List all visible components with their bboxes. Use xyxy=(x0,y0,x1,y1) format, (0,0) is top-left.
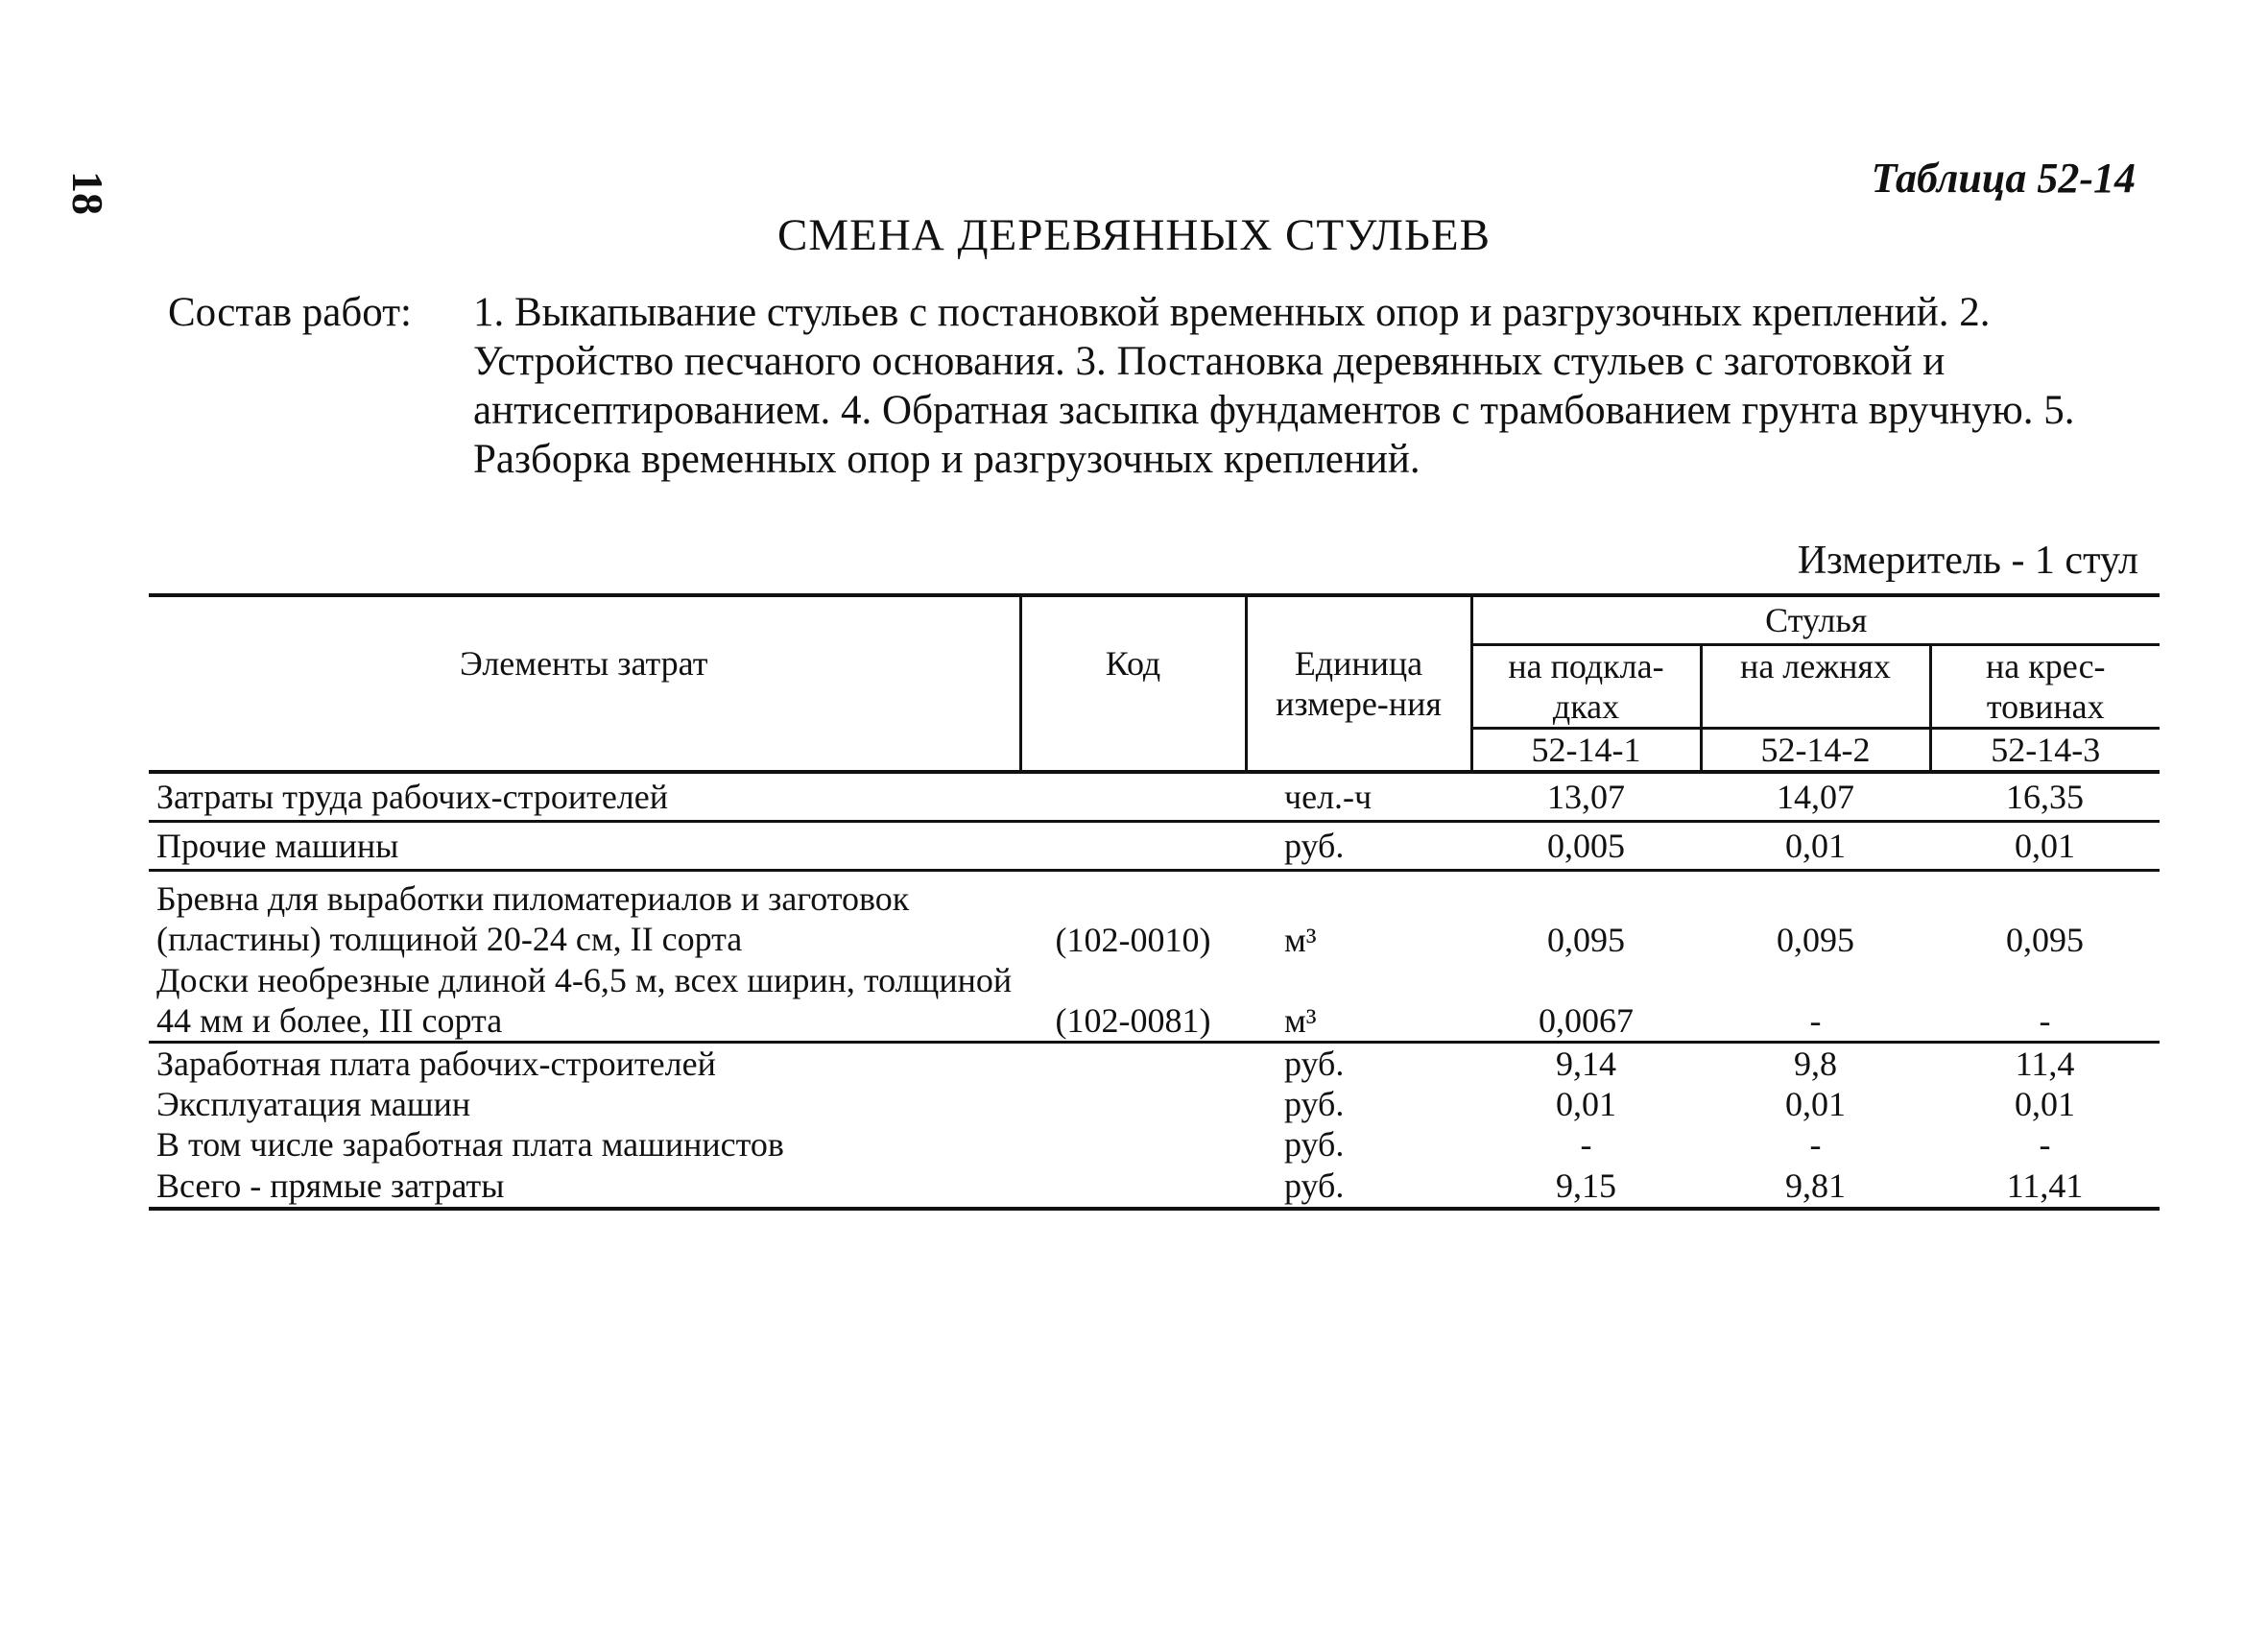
row-value-3: 11,4 xyxy=(2015,1045,2075,1083)
table-label: Таблица 52-14 xyxy=(1871,155,2136,202)
row-value-2: - xyxy=(1701,960,1930,1043)
row-unit: руб. xyxy=(1284,1045,1345,1083)
header-code-1: 52-14-1 xyxy=(1471,729,1701,773)
header-unit: Единица измере-ния xyxy=(1246,595,1471,772)
row-name: Заработная плата рабочих-строителей xyxy=(156,1045,716,1083)
row-value-1: - xyxy=(1580,1125,1592,1164)
header-col-3: на крес-товинах xyxy=(1930,645,2160,729)
table-row xyxy=(149,822,2160,871)
row-unit: руб. xyxy=(1284,1085,1345,1123)
table-row xyxy=(149,1165,2160,1209)
table-row xyxy=(149,1084,2160,1124)
row-value-3: 0,01 xyxy=(2015,1085,2075,1123)
table-row xyxy=(149,1124,2160,1165)
row-name: Бревна для выработки пиломатериалов и заготовок (пластины) толщиной 20-24 см, II сорта xyxy=(156,879,910,958)
row-code xyxy=(1020,1043,1246,1085)
row-value-2: 9,81 xyxy=(1701,1165,1930,1209)
row-value-3: - xyxy=(1930,960,2160,1043)
row-value-1: 0,095 xyxy=(1547,921,1625,959)
row-name: Затраты труда рабочих-строителей xyxy=(149,772,1020,822)
row-value-3: - xyxy=(2039,1125,2051,1164)
work-text: 1. Выкапывание стульев с постановкой временных опор и разгрузочных креплений. 2. Устройство песчаного основания. 3. Постановка деревянных стульев с заготовкой и антисептированием. 4. Обратная засыпка фундаментов с трамбованием грунта вручную. 5. Разборка временных опор и разгрузочных креплений. xyxy=(473,290,2075,482)
row-name: Эксплуатация машин xyxy=(156,1085,471,1123)
row-name: Всего - прямые затраты xyxy=(149,1165,1020,1209)
row-value-2: 14,07 xyxy=(1701,772,1930,822)
header-group: Стулья xyxy=(1471,595,2160,645)
row-code: (102-0081) xyxy=(1020,960,1246,1043)
row-name: В том числе заработная плата машинистов xyxy=(156,1125,784,1164)
row-code xyxy=(1020,1124,1246,1165)
table-row xyxy=(149,772,2160,822)
row-value-3: 11,41 xyxy=(1930,1165,2160,1209)
header-code-2: 52-14-2 xyxy=(1701,729,1930,773)
header-code-3: 52-14-3 xyxy=(1930,729,2160,773)
header-col-2: на лежнях xyxy=(1701,645,1930,729)
row-unit: руб. xyxy=(1246,822,1471,871)
row-code xyxy=(1020,1084,1246,1124)
row-unit: руб. xyxy=(1284,1125,1345,1164)
header-elements: Элементы затрат xyxy=(149,595,1020,772)
table-row xyxy=(149,960,2160,1043)
work-label: Состав работ: xyxy=(168,290,412,335)
row-value-3: 0,01 xyxy=(1930,822,2160,871)
header-col-1: на подкла-дках xyxy=(1471,645,1701,729)
work-composition xyxy=(168,288,2136,484)
table-row xyxy=(149,871,2160,961)
document-title: СМЕНА ДЕРЕВЯННЫХ СТУЛЬЕВ xyxy=(777,210,1491,260)
row-value-2: 0,01 xyxy=(1701,822,1930,871)
measure-unit: Измеритель - 1 стул xyxy=(1797,539,2138,583)
row-value-1: 13,07 xyxy=(1471,772,1701,822)
row-name: Прочие машины xyxy=(149,822,1020,871)
row-value-2: 0,01 xyxy=(1785,1085,1846,1123)
row-value-3: 16,35 xyxy=(1930,772,2160,822)
row-unit: м³ xyxy=(1284,921,1317,959)
row-unit: руб. xyxy=(1246,1165,1471,1209)
row-unit: чел.-ч xyxy=(1246,772,1471,822)
row-value-1: 9,14 xyxy=(1556,1045,1616,1083)
row-name: Доски необрезные длиной 4-6,5 м, всех ширин, толщиной 44 мм и более, III сорта xyxy=(149,960,1020,1043)
row-code: (102-0010) xyxy=(1055,921,1211,959)
row-value-3: 0,095 xyxy=(2006,921,2084,959)
header-code: Код xyxy=(1020,595,1246,772)
row-value-1: 9,15 xyxy=(1471,1165,1701,1209)
row-value-2: - xyxy=(1809,1125,1822,1164)
row-value-1: 0,005 xyxy=(1471,822,1701,871)
row-value-2: 0,095 xyxy=(1777,921,1854,959)
table-row xyxy=(149,1043,2160,1085)
row-code xyxy=(1020,772,1246,822)
cost-table xyxy=(149,593,2160,1211)
row-code xyxy=(1020,822,1246,871)
page-number: 18 xyxy=(63,171,112,215)
row-value-1: 0,01 xyxy=(1556,1085,1616,1123)
row-unit: м³ xyxy=(1246,960,1471,1043)
row-value-1: 0,0067 xyxy=(1471,960,1701,1043)
row-value-2: 9,8 xyxy=(1794,1045,1837,1083)
row-code xyxy=(1020,1165,1246,1209)
